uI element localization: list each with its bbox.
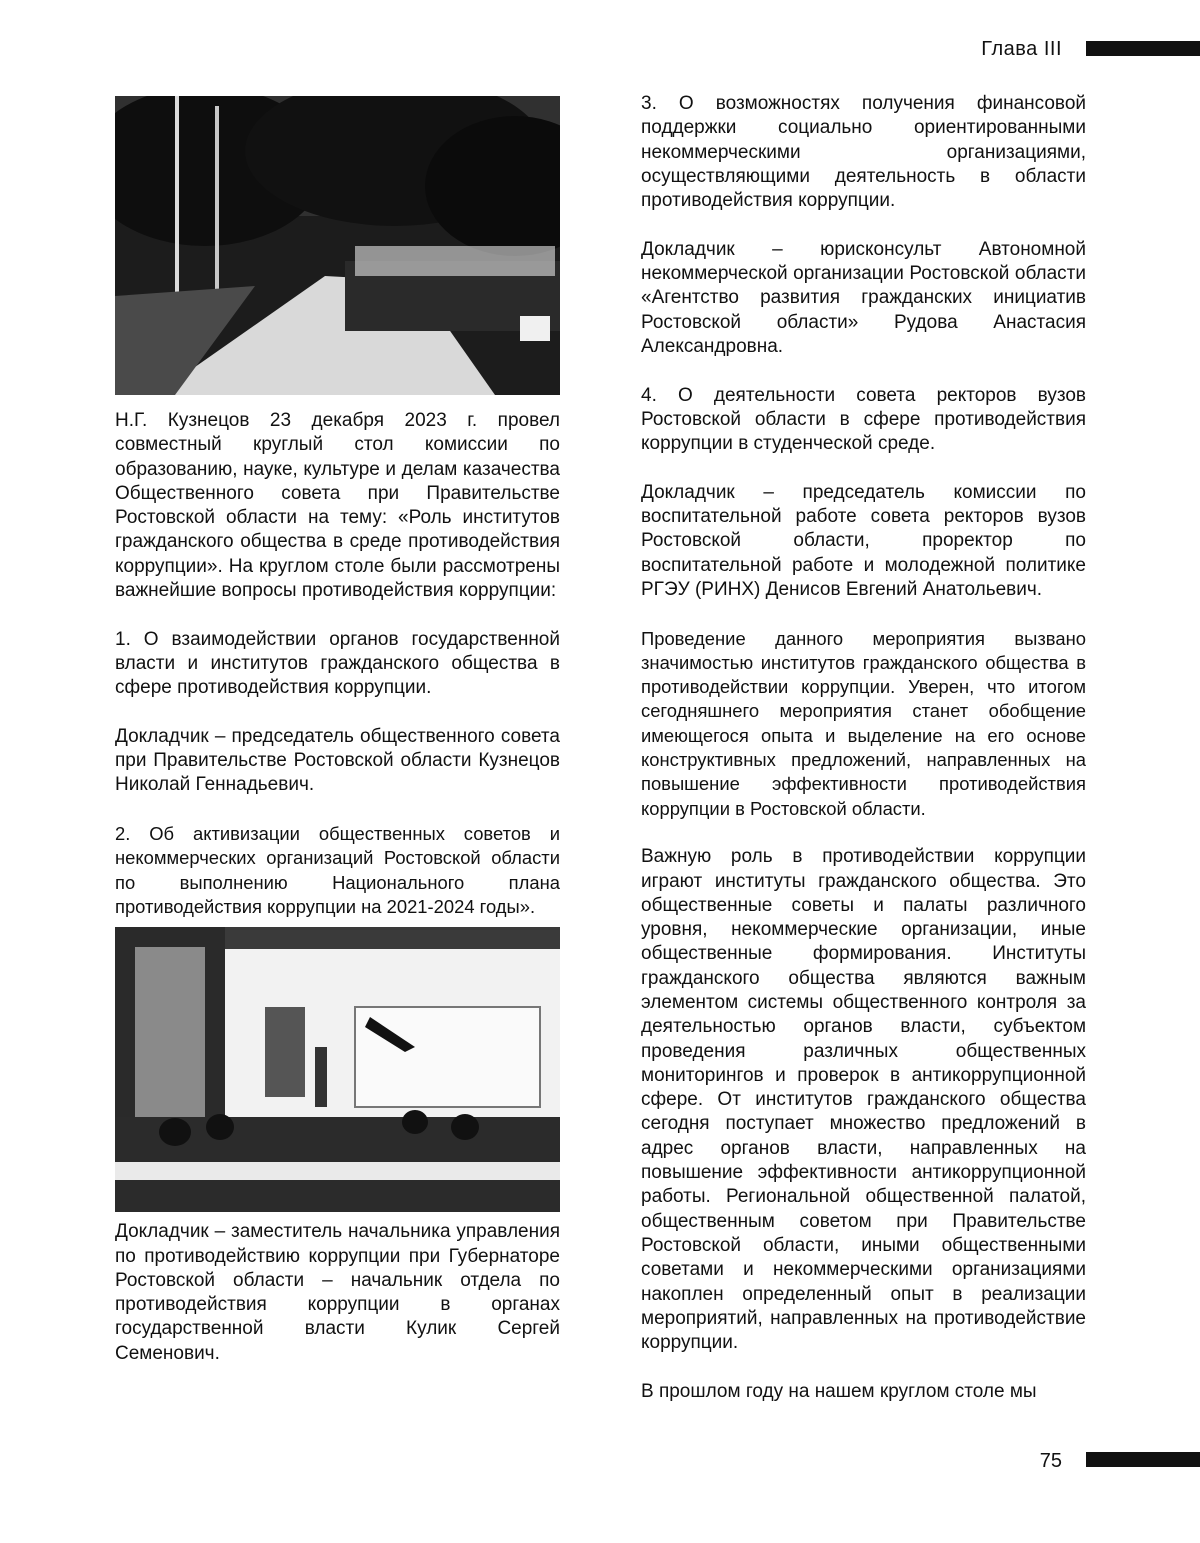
page-number: 75	[1039, 1450, 1062, 1472]
footer-bar	[1086, 1452, 1200, 1467]
civil-society-role-paragraph: Важную роль в противодействии коррупции играют институты гражданского общества. Это общественные советы и палаты различного уровня, некоммерческие организации, иные общественные формирования. Институты гражданского общества являются важным элементом системы общественного контроля за деятельностью органов власти, субъектом проведения различных общественных мониторингов и проверок в антикоррупционной сфере. От институтов гражданского общества сегодня поступает множество предложений в адрес органов власти, направленных на повышение эффективности антикоррупционной работы. Региональной общественной палатой, общественным советом при Правительстве Ростовской области, иными общественными советами и некоммерческими организациями накоплен определенный опыт в реализации мероприятий, направленных на противодействие коррупции.	[641, 846, 1086, 1354]
speaker-1: Докладчик – председатель общественного совета при Правительстве Ростовской области Кузнецов Николай Геннадьевич.	[115, 725, 560, 796]
speaker-2: Докладчик – заместитель начальника управления по противодействию коррупции при Губернаторе Ростовской области – начальник отдела по противодействия коррупции в органах государственной власти Кулик Сергей Семенович.	[115, 1221, 560, 1364]
header-bar	[1086, 41, 1200, 56]
left-column	[115, 92, 560, 1390]
speaker-3: Докладчик – юрисконсульт Автономной некоммерческой организации Ростовской области «Агентство развития гражданских инициатив Ростовской области» Рудова Анастасия Александровна.	[641, 238, 1086, 357]
chapter-title: Глава III	[981, 38, 1062, 60]
agenda-item-4: 4. О деятельности совета ректоров вузов Ростовской области в сфере противодействия коррупции в студенческой среде.	[641, 384, 1086, 455]
agenda-item-3: 3. О возможностях получения финансовой поддержки социально ориентированными некоммерческими организациями, осуществляющими деятельность в области противодействия коррупции.	[641, 93, 1086, 212]
speaker-4: Докладчик – председатель комиссии по воспитательной работе совета ректоров вузов Ростовской области, проректор по воспитательной работе и молодежной политике РГЭУ (РИНХ) Денисов Евгений Анатольевич.	[641, 481, 1086, 600]
park-alley-photo	[115, 96, 560, 395]
agenda-item-1: 1. О взаимодействии органов государственной власти и институтов гражданского общества в сфере противодействия коррупции.	[115, 628, 560, 699]
conference-hall-photo	[115, 927, 560, 1212]
agenda-item-2: 2. Об активизации общественных советов и некоммерческих организаций Ростовской области по выполнению Национального плана противодействия коррупции на 2021-2024 годы».	[115, 823, 560, 917]
right-column	[641, 92, 1086, 1428]
intro-paragraph: Н.Г. Кузнецов 23 декабря 2023 г. провел совместный круглый стол комиссии по образованию, науке, культуре и делам казачества Общественного совета при Правительстве Ростовской области на тему: «Роль институтов гражданского общества в среде противодействия коррупции». На круглом столе были рассмотрены важнейшие вопросы противодействия коррупции:	[115, 410, 560, 602]
last-year-paragraph: В прошлом году на нашем круглом столе мы	[641, 1380, 1037, 1402]
event-significance-paragraph: Проведение данного мероприятия вызвано значимостью институтов гражданского общества в противодействии коррупции. Уверен, что итогом сегодняшнего мероприятия станет обобщение имеющегося опыта и выделение на его основе конструктивных предложений, направленных на повышение эффективности противодействия коррупции в Ростовской области.	[641, 627, 1086, 819]
